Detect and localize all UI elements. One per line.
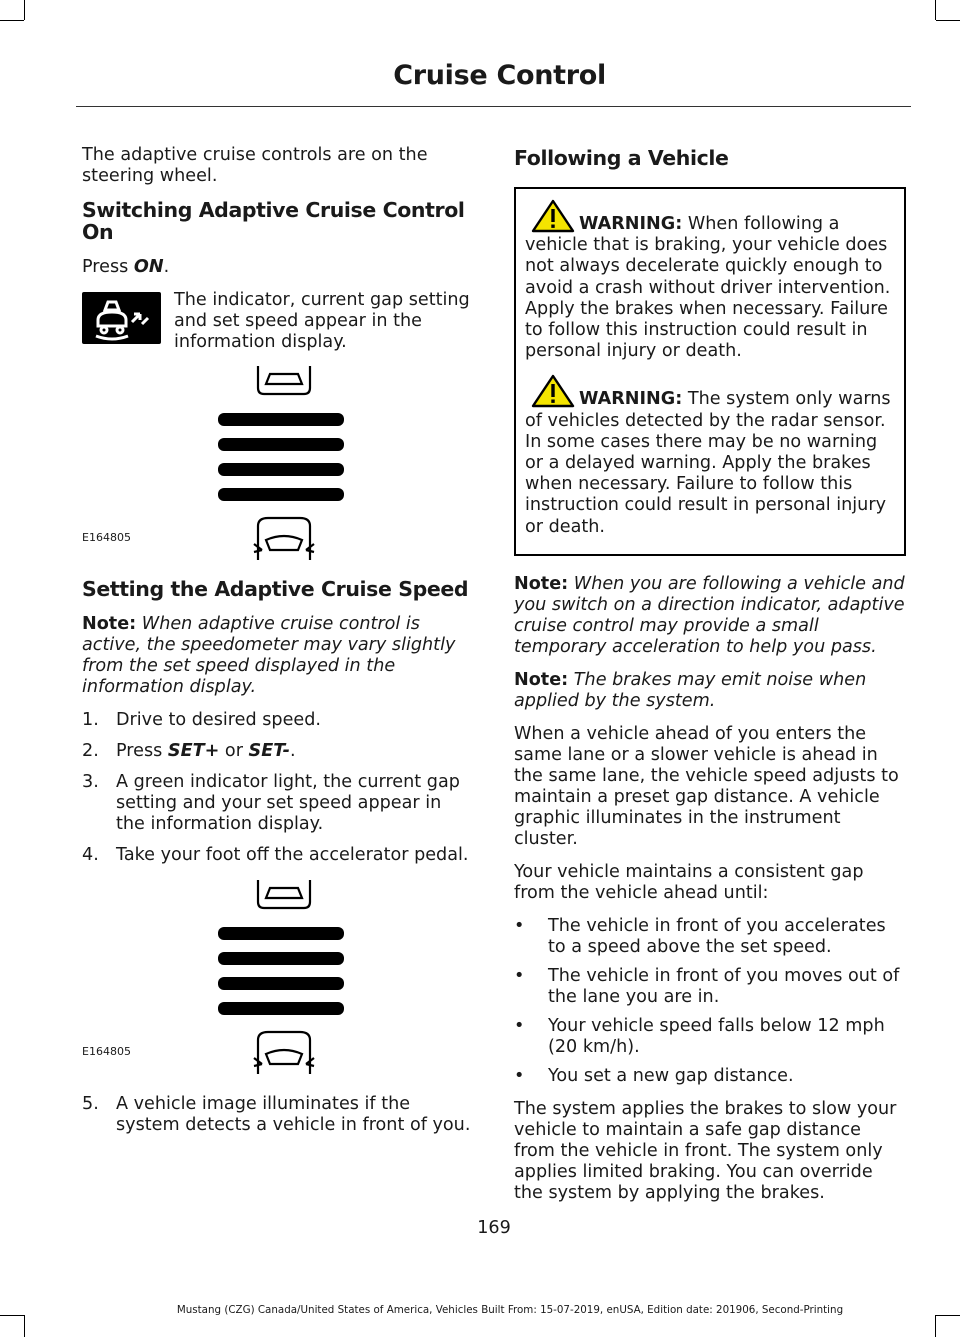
step-text: Press [116, 741, 168, 761]
right-column [514, 145, 906, 1216]
heading-switching-on: Switching Adaptive Cruise Control On [82, 198, 465, 244]
bullet-text: The vehicle in front of you moves out of the lane you are in. [548, 965, 900, 1007]
step-number: 4. [82, 845, 99, 865]
note-direction-indicator [514, 574, 906, 658]
bullet: • [514, 1065, 525, 1086]
warning-text: The system only warns of vehicles detected by the radar sensor. In some cases there may be no warning or a delayed warning. Apply the brakes when necessary. Failure to follow this instruction could result in personal injury or death. [525, 389, 891, 537]
gap-distance-figure [82, 362, 474, 560]
bullet-text: The vehicle in front of you accelerates to a speed above the set speed. [548, 915, 886, 957]
list-item [82, 741, 474, 762]
figure-code: E164805 [82, 531, 131, 544]
warning-text: When following a vehicle that is braking, your vehicle does not always decelerate quickly enough to avoid a crash without driver intervention. Apply the brakes when necessary. Failure to follow this instruction could result in personal injury or death. [525, 214, 891, 362]
gap-paragraph: When a vehicle ahead of you enters the same lane or a slower vehicle is ahead in the same lane, the vehicle speed adjusts to maintain a preset gap distance. A vehicle graphic illuminates in the instrument cluster. [514, 723, 899, 849]
step-text: Take your foot off the accelerator pedal. [116, 845, 469, 865]
bullet: • [514, 965, 525, 986]
warning-paragraph [525, 199, 895, 362]
list-item [82, 710, 474, 731]
note-brake-noise [514, 670, 906, 712]
list-item [82, 845, 474, 866]
step-number: 2. [82, 741, 99, 761]
step-text: A vehicle image illuminates if the system detects a vehicle in front of you. [116, 1094, 471, 1135]
list-item [514, 1066, 906, 1087]
note-label: Note: [82, 614, 137, 634]
step-text: . [289, 741, 296, 761]
left-column [82, 145, 474, 1146]
bullet: • [514, 1015, 525, 1036]
list-item [82, 1094, 474, 1136]
warning-paragraph [525, 374, 895, 537]
step-text: or [219, 741, 249, 761]
crop-mark [935, 1315, 936, 1337]
bullet: • [514, 915, 525, 936]
gap-distance-figure [82, 876, 474, 1074]
page-number: 169 [477, 1218, 511, 1238]
note-text: The brakes may emit noise when applied by the system. [514, 669, 867, 711]
speed-note [82, 614, 474, 698]
figure-code: E164805 [82, 1045, 131, 1058]
list-item [514, 1016, 906, 1058]
bullet-text: Your vehicle speed falls below 12 mph (20 km/h). [548, 1015, 885, 1057]
press-on-paragraph [82, 257, 474, 278]
step-number: 5. [82, 1094, 99, 1114]
set-minus-key: SET- [248, 741, 290, 761]
heading-following: Following a Vehicle [514, 146, 729, 170]
gap-distance-display-icon [82, 876, 474, 1074]
bullet-text: You set a new gap distance. [548, 1065, 794, 1086]
step-number: 1. [82, 710, 99, 730]
note-label: Note: [514, 669, 569, 690]
heading-setting-speed: Setting the Adaptive Cruise Speed [82, 577, 469, 601]
list-item [514, 966, 906, 1008]
step-text: A green indicator light, the current gap setting and your set speed appear in the information display. [116, 772, 460, 834]
adaptive-cruise-indicator-icon [82, 292, 161, 344]
intro-paragraph: The adaptive cruise controls are on the steering wheel. [82, 145, 428, 186]
steps-list-continued [82, 1094, 474, 1136]
footer-text: Mustang (CZG) Canada/United States of America, Vehicles Built From: 15-07-2019, enUSA, Edition date: 201906, Second-Printing [176, 1304, 844, 1316]
crop-mark [0, 20, 24, 21]
warning-label: WARNING: [579, 214, 683, 234]
header-divider [76, 106, 911, 107]
step-number: 3. [82, 772, 99, 792]
crop-mark [24, 1315, 25, 1337]
indicator-description: The indicator, current gap setting and set speed appear in the information display. [174, 290, 470, 352]
crop-mark [936, 20, 960, 21]
list-item [514, 916, 906, 958]
note-text: When you are following a vehicle and you switch on a direction indicator, adaptive cruise control may provide a small temporary acceleration to help you pass. [514, 573, 905, 657]
crop-mark [24, 0, 25, 20]
warning-label: WARNING: [579, 389, 683, 410]
press-prefix: Press [82, 257, 134, 277]
braking-paragraph: The system applies the brakes to slow your vehicle to maintain a safe gap distance from the vehicle in front. The system only applies limited braking. You can override the system by applying the brakes. [514, 1098, 897, 1203]
conditions-list [514, 916, 906, 1087]
crop-mark [935, 0, 936, 20]
list-item [82, 772, 474, 835]
page-title: Cruise Control [393, 60, 606, 91]
set-plus-key: SET+ [167, 741, 220, 761]
note-label: Note: [514, 573, 569, 594]
gap-distance-display-icon [82, 362, 474, 560]
warning-triangle-icon [531, 374, 575, 408]
maintains-paragraph: Your vehicle maintains a consistent gap from the vehicle ahead until: [514, 861, 864, 903]
indicator-row [82, 290, 474, 360]
step-text: Drive to desired speed. [116, 710, 321, 730]
steps-list [82, 710, 474, 866]
on-key-label: ON [133, 257, 164, 277]
note-text: When adaptive cruise control is active, the speedometer may vary slightly from the set speed displayed in the information display. [82, 614, 456, 697]
warning-triangle-icon [531, 199, 575, 233]
press-suffix: . [163, 257, 170, 277]
warning-box [514, 187, 906, 556]
